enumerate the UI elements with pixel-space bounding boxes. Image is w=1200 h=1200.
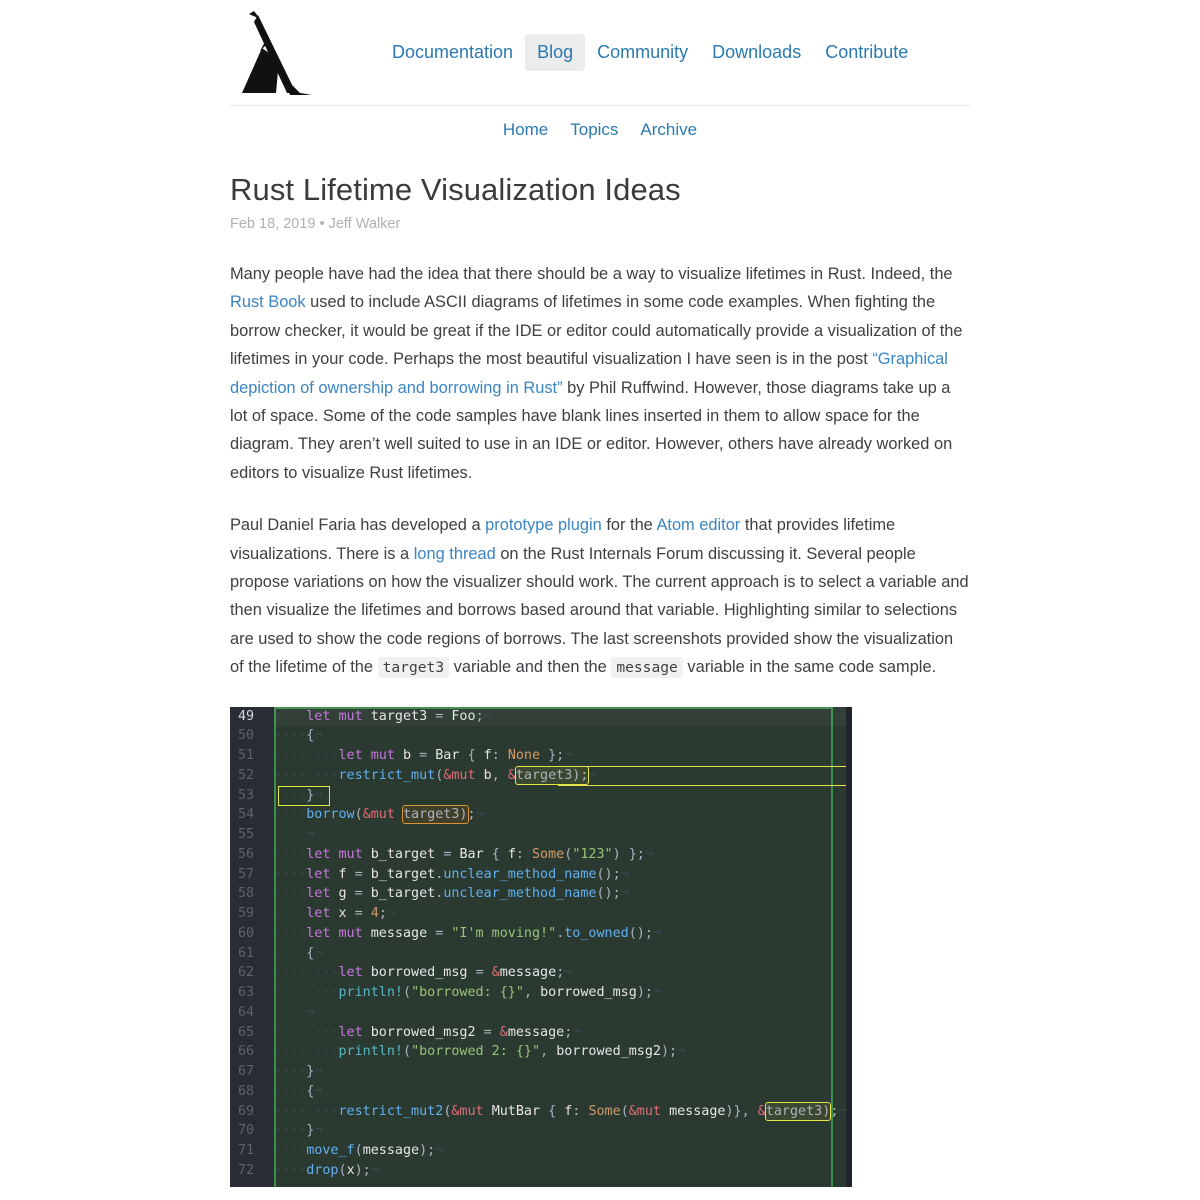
code-line: ···· ···let borrowed_msg2 = &message;¬	[274, 1024, 581, 1040]
code-line: ····}¬	[274, 787, 323, 803]
line-number: 57	[238, 866, 255, 882]
link-graphical-depiction[interactable]: “Graphical depiction of ownership and borrowing in Rust”	[230, 350, 948, 397]
editor-screenshot	[230, 707, 852, 1187]
code-line: ····{¬	[274, 1083, 323, 1099]
code-lines	[274, 707, 852, 1181]
p1-text-3: by Phil Ruffwind. However, those diagrams take up a lot of space. Some of the code samples have blank lines inserted in them to allow space for the diagram. They aren’t well suited to use in an IDE or editor. However, others have already worked on editors to visualize Rust lifetimes.	[230, 378, 953, 482]
nav-item-documentation[interactable]: Documentation	[392, 42, 514, 62]
line-number: 51	[238, 748, 255, 764]
p2-text-4: on the Rust Internals Forum discussing it. Several people propose variations on how the visualizer should work. The current approach is to select a variable and then visualize the lifetimes and borrows based around that variable. Highlighting similar to selections are used to show the code regions of borrows. The last screenshots provided show the visualization of the lifetime of the	[230, 544, 969, 677]
inline-code-message: message	[611, 657, 683, 678]
code-line: ···· ···restrict_mut2(&mut MutBar { f: Some(&mut message)}, &target3);¬	[274, 1103, 847, 1119]
p1-text-2: used to include ASCII diagrams of lifetimes in some code examples. When fighting the borrow checker, it would be great if the IDE or editor could automatically provide a visualization of the lifetimes in your code. Perhaps the most beautiful visualization I have seen is in the post	[230, 293, 963, 369]
line-number: 52	[238, 767, 255, 783]
line-number: 56	[238, 846, 255, 862]
line-number: 63	[238, 985, 255, 1001]
code-line: ····borrow(&mut target3);¬	[274, 807, 484, 823]
nav-item-contribute[interactable]: Contribute	[825, 42, 909, 62]
code-line: ····let f = b_target.unclear_method_name();¬	[274, 866, 629, 882]
line-number: 60	[238, 925, 255, 941]
line-number: 70	[238, 1123, 255, 1139]
code-line: ···· ···restrict_mut(&mut b, &target3);¬	[274, 767, 597, 783]
code-line: ¬	[274, 827, 315, 843]
link-prototype-plugin[interactable]: prototype plugin	[485, 516, 602, 535]
code-line: ···· ···println!("borrowed: {}", borrowed_msg);¬	[274, 985, 661, 1001]
code-line: ····let x = 4;¬	[274, 906, 395, 922]
subnav-item-topics[interactable]: Topics	[570, 120, 619, 139]
line-number: 66	[238, 1044, 255, 1060]
paragraph-1	[230, 260, 970, 487]
code-line: ····let mut message = "I'm moving!".to_owned();¬	[274, 925, 661, 941]
inline-code-target3: target3	[378, 657, 450, 678]
code-line: ···· ···println!("borrowed 2: {}", borrowed_msg2);¬	[274, 1044, 686, 1060]
link-long-thread[interactable]: long thread	[413, 544, 496, 563]
line-number: 58	[238, 886, 255, 902]
code-area[interactable]	[274, 707, 852, 1187]
code-line: ¬	[274, 1004, 315, 1020]
subnav-item-home[interactable]: Home	[502, 120, 549, 139]
post-meta: Feb 18, 2019 • Jeff Walker	[230, 216, 401, 232]
highlight-target3-line52: target3);	[515, 767, 589, 783]
code-line: ···· ···let borrowed_msg = &message;¬	[274, 965, 573, 981]
line-number: 69	[238, 1103, 255, 1119]
line-number: 55	[238, 827, 255, 843]
line-number: 59	[238, 906, 255, 922]
mountain-logo-icon[interactable]	[240, 5, 324, 101]
nav-item-blog[interactable]: Blog	[525, 34, 585, 71]
p2-text-1: Paul Daniel Faria has developed a	[230, 516, 486, 535]
link-rust-book[interactable]: Rust Book	[230, 293, 306, 312]
line-number: 68	[238, 1083, 255, 1099]
code-line: ····let g = b_target.unclear_method_name();¬	[274, 886, 629, 902]
line-number: 49	[238, 708, 255, 724]
line-number: 62	[238, 965, 255, 981]
blog-subnav	[230, 106, 970, 150]
code-line: ····{¬	[274, 728, 323, 744]
page-title: Rust Lifetime Visualization Ideas	[230, 172, 681, 207]
line-number: 67	[238, 1064, 255, 1080]
p1-text-1: Many people have had the idea that there should be a way to visualize lifetimes in Rust. Indeed, the	[230, 265, 953, 283]
p2-text-5: variable and then the	[449, 658, 612, 677]
highlight-target3-line54: target3)	[403, 807, 468, 823]
p2-text-2: for the	[601, 516, 657, 535]
code-line: ····move_f(message);¬	[274, 1143, 444, 1159]
blog-post	[230, 150, 970, 1187]
line-number: 53	[238, 787, 255, 803]
paragraph-2	[230, 511, 970, 682]
code-line: ····let mut target3 = Foo;¬	[274, 707, 852, 727]
editor-scrollbar[interactable]	[846, 707, 852, 1187]
primary-nav	[380, 34, 920, 71]
line-number-gutter	[230, 707, 274, 1187]
line-number: 50	[238, 728, 255, 744]
nav-item-downloads[interactable]: Downloads	[712, 42, 802, 62]
line-number: 61	[238, 945, 255, 961]
line-number: 71	[238, 1143, 255, 1159]
code-line: ····let mut b_target = Bar { f: Some("123") };¬	[274, 846, 653, 862]
nav-item-community[interactable]: Community	[597, 42, 689, 62]
line-number: 54	[238, 807, 255, 823]
line-number: 64	[238, 1004, 255, 1020]
code-line: ····drop(x);¬	[274, 1162, 379, 1178]
p2-text-6: variable in the same code sample.	[682, 658, 937, 677]
highlight-target3-line69: target3)	[765, 1103, 831, 1119]
code-line: ····{¬	[274, 945, 323, 961]
code-line: ····}¬	[274, 1064, 323, 1080]
site-masthead	[230, 0, 970, 106]
code-line: ····}¬	[274, 1123, 323, 1139]
line-number: 65	[238, 1024, 255, 1040]
subnav-item-archive[interactable]: Archive	[640, 120, 698, 139]
line-number: 72	[238, 1162, 255, 1178]
p2-text-3: that provides lifetime visualizations. There is a	[230, 516, 896, 563]
code-line: ···· ···let mut b = Bar { f: None };¬	[274, 748, 573, 764]
link-atom-editor[interactable]: Atom editor	[656, 516, 741, 535]
